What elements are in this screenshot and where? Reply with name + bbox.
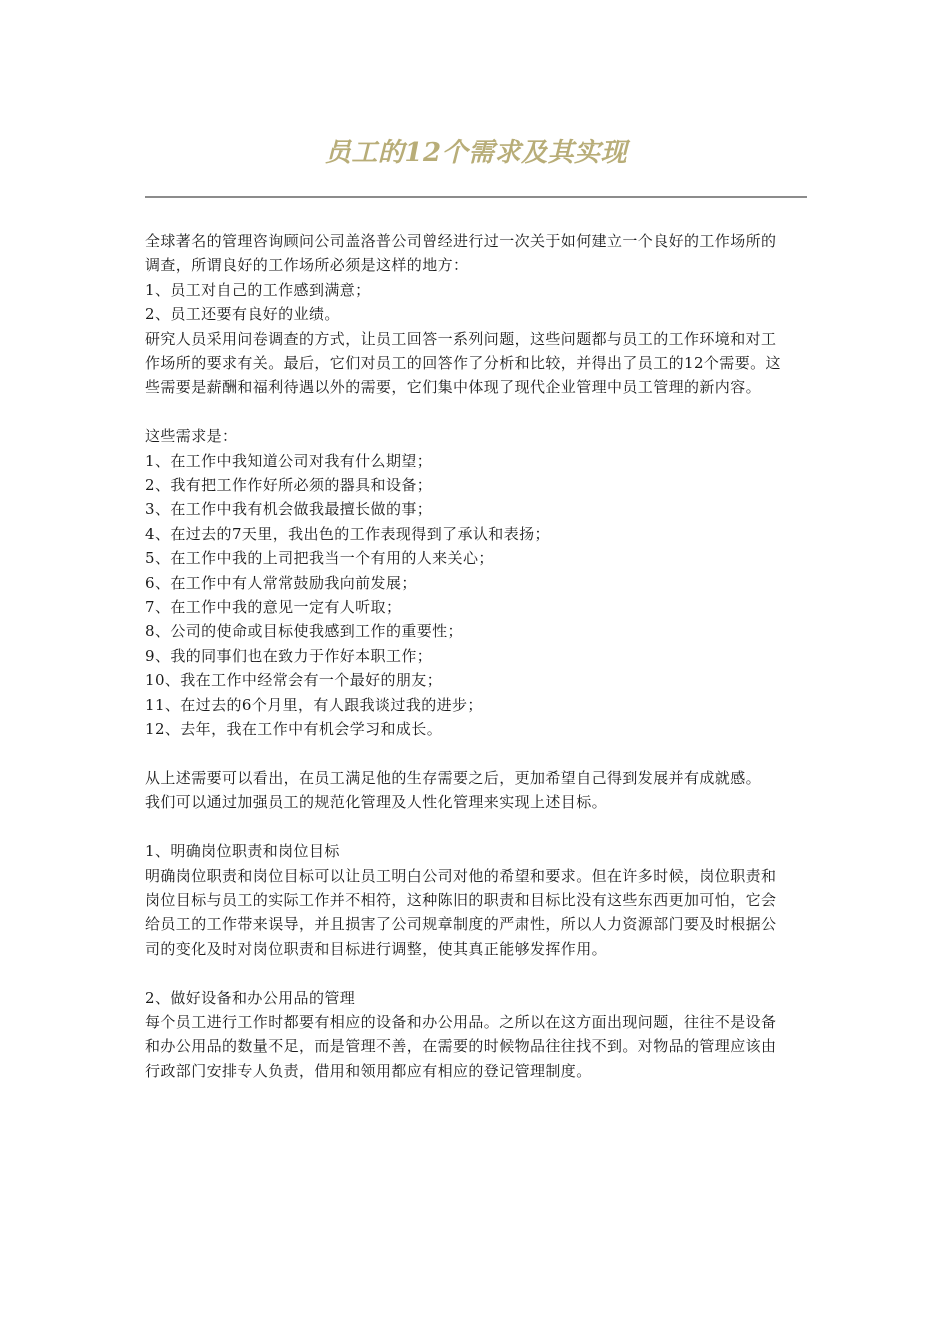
need-item-4: 4、在过去的7天里，我出色的工作表现得到了承认和表扬； (145, 524, 550, 543)
paragraph-gap (145, 815, 785, 839)
need-item-12: 12、去年，我在工作中有机会学习和成长。 (145, 720, 443, 739)
need-item-8: 8、公司的使命或目标使我感到工作的重要性； (145, 622, 463, 641)
intro-point-1: 1、员工对自己的工作感到满意； (145, 280, 371, 299)
approach-paragraph: 我们可以通过加强员工的规范化管理及人性化管理来实现上述目标。 (145, 793, 608, 812)
title-divider (145, 196, 807, 198)
paragraph-gap (145, 400, 785, 424)
need-item-9: 9、我的同事们也在致力于作好本职工作； (145, 646, 433, 665)
section-1-heading: 1、明确岗位职责和岗位目标 (145, 842, 340, 861)
section-2-heading: 2、做好设备和办公用品的管理 (145, 988, 356, 1007)
paragraph-gap (145, 742, 785, 766)
research-paragraph: 研究人员采用问卷调查的方式，让员工回答一系列问题，这些问题都与员工的工作环境和对工作场所的要求有关。最后，它们对员工的回答作了分析和比较，并得出了员工的12个需要。这些需要是薪酬和福利待遇以外的需要，它们集中体现了现代企业管理中员工管理的新内容。 (145, 329, 781, 397)
need-item-5: 5、在工作中我的上司把我当一个有用的人来关心； (145, 549, 494, 568)
document-title: 员工的12个需求及其实现 (324, 138, 628, 168)
need-item-2: 2、我有把工作作好所必须的器具和设备； (145, 476, 433, 495)
need-item-6: 6、在工作中有人常常鼓励我向前发展； (145, 573, 417, 592)
document-body (145, 229, 785, 1083)
need-item-1: 1、在工作中我知道公司对我有什么期望； (145, 451, 433, 470)
intro-point-2: 2、员工还要有良好的业绩。 (145, 305, 340, 324)
needs-heading: 这些需求是： (145, 427, 238, 446)
conclusion-paragraph: 从上述需要可以看出，在员工满足他的生存需要之后，更加希望自己得到发展并有成就感。 (145, 768, 762, 787)
section-1-body: 明确岗位职责和岗位目标可以让员工明白公司对他的希望和要求。但在许多时候，岗位职责和岗位目标与员工的实际工作并不相符，这种陈旧的职责和目标比没有这些东西更加可怕，它会给员工的工作带来误导，并且损害了公司规章制度的严肃性，所以人力资源部门要及时根据公司的变化及时对岗位职责和目标进行调整，使其真正能够发挥作用。 (145, 866, 777, 958)
intro-paragraph: 全球著名的管理咨询顾问公司盖洛普公司曾经进行过一次关于如何建立一个良好的工作场所的调查，所谓良好的工作场所必须是这样的地方： (145, 232, 777, 275)
paragraph-gap (145, 961, 785, 985)
need-item-7: 7、在工作中我的意见一定有人听取； (145, 598, 402, 617)
need-item-3: 3、在工作中我有机会做我最擅长做的事； (145, 500, 433, 519)
need-item-11: 11、在过去的6个月里，有人跟我谈过我的进步； (145, 695, 483, 714)
section-2-body: 每个员工进行工作时都要有相应的设备和办公用品。之所以在这方面出现问题，往往不是设备和办公用品的数量不足，而是管理不善，在需要的时候物品往往找不到。对物品的管理应该由行政部门安排专人负责，借用和领用都应有相应的登记管理制度。 (145, 1012, 777, 1080)
need-item-10: 10、我在工作中经常会有一个最好的朋友； (145, 671, 443, 690)
